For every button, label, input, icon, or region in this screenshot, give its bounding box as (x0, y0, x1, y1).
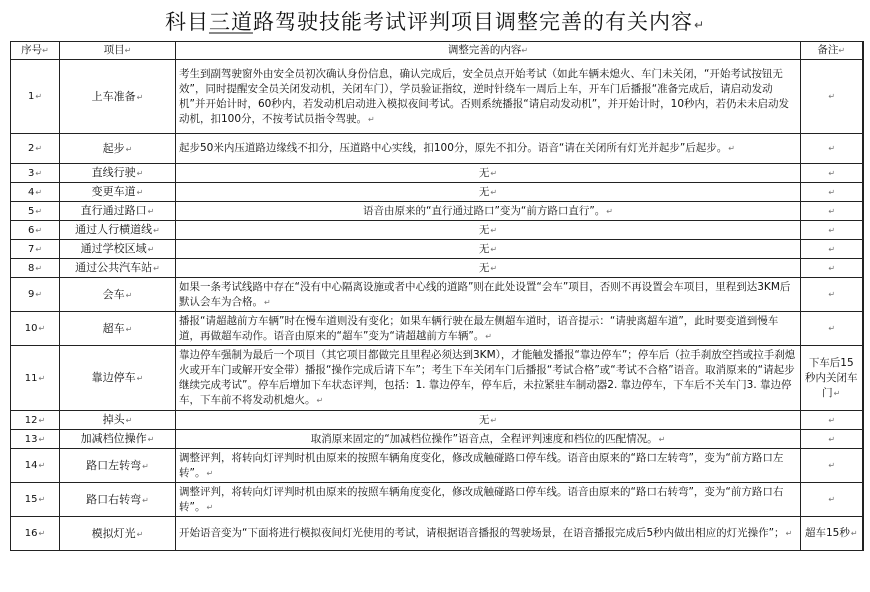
row-item: 掉头↵ (60, 411, 176, 430)
row-note (801, 202, 863, 221)
row-content: 如果一条考试线路中存在“没有中心隔离设施或者中心线的道路”则在此处设置“会车”项目，否则不再设置会车项目，里程到达3KM后默认会车为合格。↵ (176, 278, 801, 312)
paragraph-mark: ↵ (490, 168, 498, 178)
paragraph-mark: ↵ (35, 92, 43, 101)
table-row (11, 449, 863, 483)
paragraph-mark: ↵ (35, 206, 43, 216)
row-number: 10↵ (11, 312, 60, 346)
row-note (801, 430, 863, 449)
row-item: 超车↵ (60, 312, 176, 346)
paragraph-mark: ↵ (828, 187, 836, 197)
row-item: 通过人行横道线↵ (60, 221, 176, 240)
row-note (801, 164, 863, 183)
paragraph-mark: ↵ (35, 244, 43, 254)
header-row (11, 42, 863, 60)
row-number: 1↵ (11, 60, 60, 134)
table-row (11, 483, 863, 517)
paragraph-mark: ↵ (490, 244, 498, 254)
row-content: 考生到副驾驶窗外由安全员初次确认身份信息，确认完成后，安全员点开始考试（如此车辆未熄火、车门未关闭，“开始考试按钮无效”，同时提醒安全员关闭发动机，关闭车门），学员验证指纹，逆时针绕车一周后上车，开车门后播报“准备完成后，请启动发动机”并开始计时，60秒内，若发动机启动进入模拟夜间考试。否则系统播报“请启动发动机”，并开始计时，10秒内，若仍未未启动发动机，扣100分，不按考试员指令驾驶。↵ (176, 60, 801, 134)
paragraph-mark: ↵ (264, 297, 271, 307)
row-content: 无↵ (176, 164, 801, 183)
row-number: 15↵ (11, 483, 60, 517)
table-row (11, 164, 863, 183)
row-item: 路口右转弯↵ (60, 483, 176, 517)
paragraph-mark: ↵ (490, 415, 498, 425)
paragraph-mark: ↵ (206, 468, 214, 478)
document-title (0, 6, 870, 36)
table-row (11, 183, 863, 202)
paragraph-mark: ↵ (38, 373, 46, 383)
paragraph-mark: ↵ (828, 434, 836, 444)
paragraph-mark: ↵ (147, 245, 155, 254)
paragraph-mark: ↵ (785, 529, 793, 538)
row-content: 开始语音变为“下面将进行模拟夜间灯光使用的考试，请根据语音播报的驾驶场景，在语音播报完成后5秒内做出相应的灯光操作”；↵ (176, 517, 801, 551)
paragraph-mark: ↵ (490, 225, 498, 235)
table-row (11, 517, 863, 551)
paragraph-mark: ↵ (828, 206, 836, 216)
title-pre: 科目 (164, 10, 209, 34)
paragraph-mark: ↵ (125, 290, 133, 300)
row-item: 加减档位操作↵ (60, 430, 176, 449)
paragraph-mark: ↵ (606, 206, 613, 216)
row-note (801, 221, 863, 240)
paragraph-mark: ↵ (850, 529, 858, 538)
paragraph-mark: ↵ (490, 263, 498, 273)
row-content: 无↵ (176, 221, 801, 240)
title-mark: ↵ (693, 18, 706, 32)
paragraph-mark: ↵ (828, 495, 836, 504)
row-content: 语音由原来的“直行通过路口”变为“前方路口直行”。↵ (176, 202, 801, 221)
paragraph-mark: ↵ (368, 114, 375, 124)
table-row (11, 278, 863, 312)
row-number: 8↵ (11, 259, 60, 278)
row-content: 无↵ (176, 183, 801, 202)
row-item: 起步↵ (60, 134, 176, 164)
row-content: 调整评判，将转向灯评判时机由原来的按照车辆角度变化，修改成触碰路口停车线。语音由原来的“路口左转弯”，变为“前方路口左转”。↵ (176, 449, 801, 483)
row-note (801, 134, 863, 164)
paragraph-mark: ↵ (828, 92, 836, 101)
paragraph-mark: ↵ (728, 144, 735, 153)
paragraph-mark: ↵ (147, 207, 155, 216)
paragraph-mark: ↵ (35, 144, 43, 153)
header-note: 备注↵ (801, 42, 863, 60)
row-number: 16↵ (11, 517, 60, 551)
row-content: 播报“请超越前方车辆”时在慢车道则没有变化；如果车辆行驶在最左侧超车道时，语音提示：“请驶离超车道”，此时要变道到慢车道，再做超车动作。语音由原来的“超车”变为“请超越前方车辆”。↵ (176, 312, 801, 346)
paragraph-mark: ↵ (153, 226, 160, 235)
paragraph-mark: ↵ (136, 92, 144, 102)
row-number: 13↵ (11, 430, 60, 449)
row-item: 上车准备↵ (60, 60, 176, 134)
row-item: 会车↵ (60, 278, 176, 312)
paragraph-mark: ↵ (658, 434, 666, 444)
row-item: 变更车道↵ (60, 183, 176, 202)
paragraph-mark: ↵ (136, 374, 144, 383)
row-item: 模拟灯光↵ (60, 517, 176, 551)
row-content: 起步50米内压道路边缘线不扣分，压道路中心实线，扣100分，原先不扣分。语音“请在关闭所有灯光并起步”后起步。↵ (176, 134, 801, 164)
paragraph-mark: ↵ (35, 263, 43, 273)
row-item: 通过公共汽车站↵ (60, 259, 176, 278)
paragraph-mark: ↵ (35, 168, 43, 178)
row-number: 12↵ (11, 411, 60, 430)
paragraph-mark: ↵ (485, 331, 492, 341)
paragraph-mark: ↵ (147, 435, 155, 444)
row-note (801, 278, 863, 312)
row-item: 靠边停车↵ (60, 346, 176, 411)
paragraph-mark: ↵ (136, 529, 144, 539)
row-number: 6↵ (11, 221, 60, 240)
table-row (11, 430, 863, 449)
table-row (11, 411, 863, 430)
table-row (11, 221, 863, 240)
paragraph-mark: ↵ (828, 225, 836, 235)
paragraph-mark: ↵ (153, 264, 160, 273)
row-note (801, 183, 863, 202)
row-number: 11↵ (11, 346, 60, 411)
table-row (11, 312, 863, 346)
paragraph-mark: ↵ (125, 324, 133, 334)
header-no: 序号↵ (11, 42, 60, 60)
paragraph-mark: ↵ (136, 169, 144, 178)
adjustment-table (10, 41, 864, 551)
paragraph-mark: ↵ (38, 324, 46, 333)
row-number: 5↵ (11, 202, 60, 221)
row-note (801, 312, 863, 346)
row-note (801, 60, 863, 134)
row-content: 调整评判，将转向灯评判时机由原来的按照车辆角度变化，修改成触碰路口停车线。语音由原来的“路口右转弯”，变为“前方路口右转”。↵ (176, 483, 801, 517)
paragraph-mark: ↵ (38, 529, 46, 538)
table-row (11, 202, 863, 221)
table-row (11, 134, 863, 164)
paragraph-mark: ↵ (828, 324, 836, 333)
paragraph-mark: ↵ (38, 434, 46, 444)
title-post: 路驾驶技能考试评判项目调整完善的有关内容 (252, 10, 693, 34)
paragraph-mark: ↵ (125, 416, 133, 425)
paragraph-mark: ↵ (828, 461, 836, 470)
table-row (11, 60, 863, 134)
title-underlined: 三道 (208, 10, 253, 34)
table-row (11, 240, 863, 259)
row-number: 7↵ (11, 240, 60, 259)
paragraph-mark: ↵ (828, 415, 836, 425)
paragraph-mark: ↵ (490, 187, 498, 197)
row-content: 无↵ (176, 411, 801, 430)
paragraph-mark: ↵ (35, 187, 43, 197)
header-item: 项目↵ (60, 42, 176, 60)
paragraph-mark: ↵ (142, 495, 149, 505)
paragraph-mark: ↵ (828, 290, 836, 299)
paragraph-mark: ↵ (38, 415, 46, 425)
row-note (801, 483, 863, 517)
paragraph-mark: ↵ (38, 495, 46, 504)
row-number: 4↵ (11, 183, 60, 202)
paragraph-mark: ↵ (833, 388, 841, 398)
paragraph-mark: ↵ (38, 461, 46, 470)
row-item: 路口左转弯↵ (60, 449, 176, 483)
row-item: 通过学校区域↵ (60, 240, 176, 259)
row-item: 直线行驶↵ (60, 164, 176, 183)
row-content: 取消原来固定的“加减档位操作”语音点，全程评判速度和档位的匹配情况。↵ (176, 430, 801, 449)
row-item: 直行通过路口↵ (60, 202, 176, 221)
paragraph-mark: ↵ (206, 502, 214, 512)
paragraph-mark: ↵ (828, 144, 836, 153)
paragraph-mark: ↵ (828, 168, 836, 178)
paragraph-mark: ↵ (828, 263, 836, 273)
paragraph-mark: ↵ (136, 188, 144, 197)
row-content: 靠边停车强制为最后一个项目（其它项目都做完且里程必须达到3KM），才能触发播报“靠边停车”；停车后（拉手刹放空挡或拉手刹熄火或开车门或解开安全带）播报“操作完成后请下车”；考生下车关闭车门后播报“考试合格”或“考试不合格”语音。取消原来的“请起步继续完成考试”。停车后增加下车状态评判，包括：1. 靠边停车，停车后，未拉紧驻车制动器2. 靠边停车，下车后不关车门3. 靠边停车，下车前不将发动机熄火。↵ (176, 346, 801, 411)
row-number: 14↵ (11, 449, 60, 483)
paragraph-mark: ↵ (828, 244, 836, 254)
row-number: 9↵ (11, 278, 60, 312)
row-number: 3↵ (11, 164, 60, 183)
paragraph-mark: ↵ (35, 225, 43, 235)
row-content: 无↵ (176, 240, 801, 259)
row-note: 下车后15秒内关闭车门↵ (801, 346, 863, 411)
header-content: 调整完善的内容↵ (176, 42, 801, 60)
row-note (801, 240, 863, 259)
paragraph-mark: ↵ (125, 144, 133, 154)
row-note: 超车15秒↵ (801, 517, 863, 551)
row-content: 无↵ (176, 259, 801, 278)
paragraph-mark: ↵ (316, 396, 324, 405)
table-row (11, 259, 863, 278)
paragraph-mark: ↵ (35, 290, 43, 299)
paragraph-mark: ↵ (142, 461, 149, 471)
row-note (801, 411, 863, 430)
row-number: 2↵ (11, 134, 60, 164)
row-note (801, 259, 863, 278)
table-row (11, 346, 863, 411)
row-note (801, 449, 863, 483)
